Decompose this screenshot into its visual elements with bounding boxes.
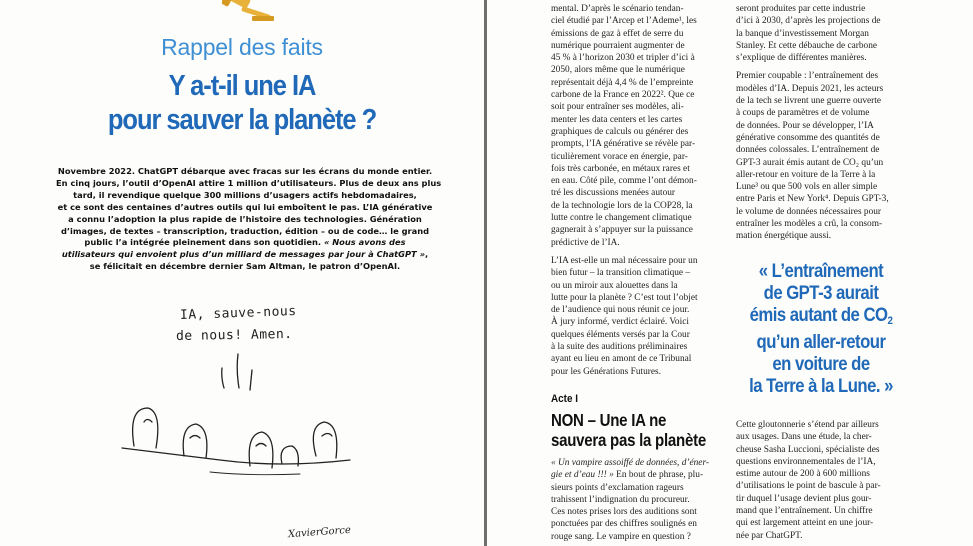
text-line: 2050, alors même que le numérique — [551, 65, 685, 76]
headline-line-2: pour sauver la planète ? — [107, 104, 377, 136]
cartoon-illustration — [100, 296, 390, 546]
text-line: tré les discussions menées autour — [551, 188, 676, 199]
text-line: cheuse Sasha Luccioni, spécialiste des — [736, 444, 880, 455]
text-line: qui est largement atteint en une jour- — [736, 518, 874, 529]
text-line: À jury informé, verdict éclairé. Voici — [551, 317, 689, 328]
pull-quote-line: « L’entraînement — [758, 261, 884, 282]
pull-quote-text: émis autant de CO — [749, 304, 888, 326]
intro-line: et ce sont des centaines d’autres outils qui lui emboîtent le pas. L’IA générative — [57, 201, 433, 212]
pull-quote — [733, 261, 909, 398]
paragraph — [736, 419, 906, 542]
text-line: Stanley. Et cette débauche de carbone — [736, 40, 878, 51]
text-line: ayant eu lieu en amont de ce Tribunal — [551, 354, 692, 365]
text-line: graphiques de calculs ou générer des — [551, 126, 689, 137]
cartoon-signature: XavierGorce — [287, 524, 352, 541]
pull-quote-line: en voiture de — [772, 354, 870, 376]
text-line: pour les Générations Futures. — [551, 366, 662, 377]
text-line: lutte pour la planète ? C’est tout l’objet — [551, 292, 698, 303]
text-line: Lune³ ou que 500 vols en aller simple — [736, 182, 878, 193]
text-line: à coups de paramètres et de volume — [736, 108, 870, 119]
text-line: mation énergétique aussi. — [736, 231, 832, 242]
text-line: ou un miroir aux alouettes dans la — [551, 280, 678, 291]
text-line: en eau. Côté pile, comme l’ont démon- — [551, 176, 697, 187]
intro-punct: , — [424, 249, 429, 260]
intro-line: se félicitait en décembre dernier Sam Altman, le patron d’OpenAI. — [89, 261, 401, 272]
text-line: entraîner les modèles a crû, la consom- — [736, 219, 883, 230]
section-title-line-1: NON – Une IA ne — [551, 410, 667, 430]
text-line: tir duquel l’usage devient plus gour- — [736, 493, 872, 504]
text-line: de la tech se livrent une guerre ouverte — [736, 96, 882, 107]
text-line: de la technologie lors de la COP28, la — [551, 200, 693, 211]
column-right-bottom — [736, 419, 906, 546]
intro-quote: utilisateurs qui envoient plus d’un milliard de messages par jour à ChatGPT » — [61, 249, 425, 260]
text-line: la banque d’investissement Morgan — [736, 28, 869, 39]
paragraph — [736, 3, 906, 64]
left-page — [0, 0, 484, 546]
intro-line: tard, il revendique quelque 300 millions d’usagers actifs hebdomadaires, — [73, 189, 417, 200]
text-line — [551, 469, 721, 481]
intro-quote: « Nous avons des — [323, 237, 406, 248]
text-line: de l’audience qui nous réunit ce jour. — [551, 305, 690, 316]
text-line: 45 % à l’horizon 2030 et tripler d’ici à — [551, 53, 695, 64]
text-line: aux usages. Dans une étude, la cher- — [736, 432, 872, 443]
text-line: soit pour entraîner ses modèles, ali- — [551, 102, 684, 113]
text-line: bien futur – la transition climatique – — [551, 268, 691, 279]
text-line: rouge sang. Le vampire en question ? — [551, 531, 691, 542]
text-line: ciel étudié par l’Arcep et l’Ademe¹, les — [551, 16, 697, 27]
text-line: représentait déjà 4,4 % de l’empreinte — [551, 77, 694, 88]
text-line: s’explique de différentes manières. — [736, 53, 867, 64]
text-line: de données. Pour se développer, l’IA — [736, 120, 874, 131]
cartoon-caption-line-2: de nous! Amen. — [175, 326, 293, 345]
paragraph — [551, 457, 721, 543]
pull-quote-line: la Terre à la Lune. » — [749, 375, 893, 397]
text-line: carbone de la France en 2022². Que ce — [551, 90, 695, 101]
text-line: aller-retour en voiture de la Terre à la — [736, 169, 876, 180]
quote-line: « Un vampire assoiffé de données, d’éner- — [551, 458, 710, 468]
text-line: L’IA est-elle un mal nécessaire pour un — [551, 255, 698, 266]
quote-line: gie et d’eau !!! » — [551, 470, 614, 481]
text-line: d’utilisations le point de bascule à par- — [736, 481, 881, 492]
column-act-text — [551, 457, 721, 546]
text-line: Cette gloutonnerie s’étend par ailleurs — [736, 420, 879, 430]
text-line: Premier coupable : l’entraînement des — [736, 71, 879, 82]
column-left — [551, 3, 719, 384]
gavel-icon — [222, 0, 278, 24]
text-line: émissions de gaz à effet de serre du — [551, 28, 684, 39]
intro-paragraph — [56, 166, 442, 273]
pull-quote-line: qu’un aller-retour — [756, 332, 886, 354]
right-page — [487, 0, 973, 546]
text-line: entre Paris et New York⁴. Depuis GPT-3, — [736, 194, 889, 205]
text-line: à la suite des auditions préliminaires — [551, 342, 688, 353]
text-line: Ces notes prises lors des auditions sont — [551, 507, 697, 518]
intro-line: En cinq jours, l’outil d’OpenAI attire 1 million d’utilisateurs. Plus de deux ans plus — [56, 177, 442, 188]
text-line: le volume de données nécessaires pour — [736, 206, 882, 217]
headline-line-1: Y a-t-il une IA — [168, 70, 316, 102]
paragraph — [736, 70, 906, 242]
text-line: quelques éléments versés par la Cour — [551, 329, 690, 340]
text-line: d’ici à 2030, d’après les projections de — [736, 16, 881, 27]
text-line: générative consomme des quantités de — [736, 132, 880, 143]
cartoon-caption-line-1: IA, sauve-nous — [179, 303, 297, 324]
column-right — [736, 3, 906, 249]
text-line: née par ChatGPT. — [736, 530, 803, 541]
paragraph — [551, 3, 719, 249]
text-line: gagnerait à s’appuyer sur la puissance — [551, 225, 693, 236]
pull-quote-line: de GPT-3 aurait — [763, 282, 879, 304]
text-line: mand que l’entraînement. Un chiffre — [736, 506, 873, 517]
kicker: Rappel des faits — [161, 34, 323, 60]
text-line: estime autour de 200 à 600 millions — [736, 469, 870, 480]
text-line: prompts, l’IA générative se révèle par- — [551, 139, 696, 150]
text-line: modèles d’IA. Depuis 2021, les acteurs — [736, 83, 884, 94]
act-label: Acte I — [551, 393, 578, 405]
pull-quote-subscript: 2 — [887, 314, 893, 327]
text-line: mental. D’après le scénario tendan- — [551, 4, 684, 14]
text-line: menter les data centers et les cartes — [551, 114, 683, 125]
text-line: données colossales. L’entraînement de — [736, 145, 880, 156]
intro-line — [56, 249, 434, 261]
intro-line: a connu l’adoption la plus rapide de l’histoire des technologies. Génération — [68, 213, 422, 224]
text-line: trahissent l’indignation du procureur. — [551, 494, 690, 505]
text-line: lutte contre le changement climatique — [551, 213, 692, 224]
text-line: seront produites par cette industrie — [736, 4, 866, 14]
section-title-line-2: sauvera pas la planète — [551, 430, 706, 450]
text-line: ponctuées par des chiffres soulignés en — [551, 519, 697, 530]
intro-line — [56, 237, 434, 249]
text-line: prédictive de l’IA. — [551, 237, 620, 248]
text-line: questions environnementales de l’IA, — [736, 456, 876, 467]
pull-quote-line — [744, 305, 899, 333]
text-line: ticulièrement vorace en énergie, par- — [551, 151, 688, 162]
intro-text: public l’a intégrée pleinement dans son quotidien. — [84, 237, 322, 248]
text-line: fois très carbonée, en métaux rares et — [551, 163, 690, 174]
text-line: sieurs points d’exclamation rageurs — [551, 482, 684, 493]
intro-line: Novembre 2022. ChatGPT débarque avec fracas sur les écrans du monde entier. — [57, 166, 433, 176]
paragraph — [551, 255, 719, 378]
text-line: numérique pourraient augmenter de — [551, 40, 685, 51]
text-line: GPT-3 aurait émis autant de CO₂ qu’un — [736, 157, 884, 168]
text-run: En bout de phrase, plu- — [613, 470, 704, 481]
intro-line: d’images, de textes – transcription, traduction, édition – ou de code… le grand — [60, 225, 430, 236]
